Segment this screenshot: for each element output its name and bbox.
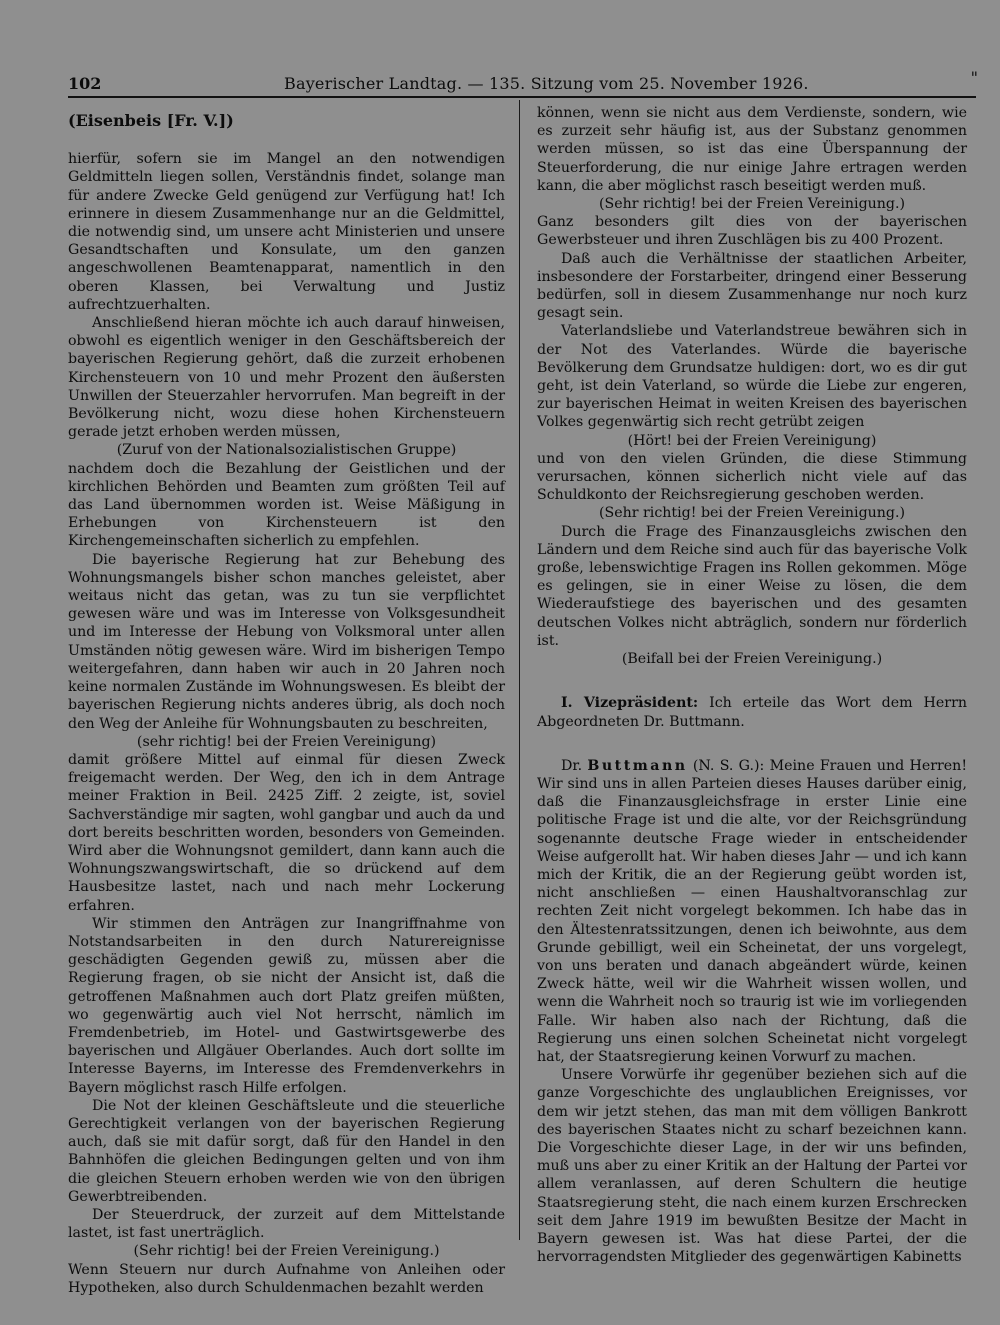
- vice-president-label: I. Vizepräsident:: [561, 695, 699, 712]
- paragraph: nachdem doch die Bezahlung der Geistlichen und der kirchlichen Behörden und Beamten zum größten Teil auf das Land übernommen worden ist. Weise Mäßigung in Erhebungen von Kirchensteuern ist den Kirchengemeinschaften sicherlich zu empfehlen.: [68, 460, 505, 550]
- corner-mark: ": [970, 68, 978, 87]
- paragraph: Die bayerische Regierung hat zur Behebung des Wohnungsmangels bisher schon manches geleistet, aber weitaus nicht das getan, was zu tun sie verpflichtet gewesen wäre und was im Interesse von Volksgesundheit und im Interesse der Hebung von Volksmoral unter allen Umständen nötig gewesen wäre. Wird im bisherigen Tempo weitergefahren, dann haben wir auch in 20 Jahren noch keine normalen Zustände im Wohnungswesen. Es bleibt der bayerischen Regierung nichts anderes übrig, als doch noch den Weg der Anleihe für Wohnungsbauten zu beschreiten,: [68, 551, 505, 732]
- paragraph: Durch die Frage des Finanzausgleichs zwischen den Ländern und dem Reiche sind auch für das bayerische Volk große, lebenswichtige Fragen ins Rollen gekommen. Möge es gelingen, sie in einer Weise zu lösen, die dem Wiederaufstiege des bayerischen und des gesamten deutschen Volkes nicht abträglich, sondern nur förderlich ist.: [537, 523, 967, 649]
- paragraph: Meine Frauen und Herren! Wir sind uns in allen Parteien dieses Hauses darüber einig, daß die Finanzausgleichsfrage in erster Linie eine politische Frage ist und die alte, vor der Reichsgründung sogenannte deutsche Frage wieder in entscheidender Weise aufgerollt hat. Wir haben dieses Jahr — und ich kann mich der Kritik, die an der Regierung geübt worden ist, nicht anschließen — einen Haushaltvoranschlag zur rechten Zeit nicht vorgelegt bekommen. Ich habe das in den Ältestenratssitzungen, denen ich beiwohnte, aus dem Grunde gebilligt, weil ein Scheinetat, der uns vorgelegt, von uns beraten und danach abgeändert würde, keinen Zweck hätte, weil wir die Wahrheit wissen wollen, und wenn die Wahrheit noch so traurig ist wie im vorliegenden Falle. Wir haben also nach der Richtung, daß die Regierung uns einen solchen Scheinetat nicht vorgelegt hat, der Staatsregierung keinen Vorwurf zu machen.: [537, 757, 968, 1065]
- speech-opening: [537, 757, 967, 1066]
- paragraph: Wir stimmen den Anträgen zur Inangriffnahme von Notstandsarbeiten in den durch Naturereignisse geschädigten Gegenden gewiß zu, müssen aber die Regierung fragen, ob sie nicht der Ansicht ist, daß die getroffenen Maßnahmen auch dort Platz greifen müßten, wo gegenwärtig auch viel Not herrscht, nämlich im Fremdenbetrieb, im Hotel- und Gastwirtsgewerbe des bayerischen und Allgäuer Oberlandes. Auch dort sollte im Interesse Bayerns, im Interesse des Fremdenverkehrs in Bayern möglichst rasch Hilfe erfolgen.: [68, 915, 505, 1096]
- interjection: (Zuruf von der Nationalsozialistischen Gruppe): [116, 442, 457, 459]
- paragraph: Anschließend hieran möchte ich auch darauf hinweisen, obwohl es eigentlich weniger in den Geschäftsbereich der bayerischen Regierung gehört, daß die zurzeit erhobenen Kirchensteuern von 10 und mehr Prozent den äußersten Unwillen der Steuerzahler hervorrufen. Man begreift in der Bevölkerung nicht, wozu diese hohen Kirchensteuern gerade jetzt erhoben werden müssen,: [68, 315, 505, 441]
- paragraph: Daß auch die Verhältnisse der staatlichen Arbeiter, insbesondere der Forstarbeiter, dringend einer Besserung bedürfen, soll in diesem Zusammenhange nur noch kurz gesagt sein.: [537, 250, 967, 322]
- paragraph: Ganz besonders gilt dies von der bayerischen Gewerbsteuer und ihren Zuschlägen bis zu 400 Prozent.: [537, 214, 967, 249]
- paragraph: Unsere Vorwürfe ihr gegenüber beziehen sich auf die ganze Vorgeschichte des unglaublichen Ereignisses, vor dem wir jetzt stehen, das man mit dem völligen Bankrott des bayerischen Staates nicht zu scharf bezeichnen kann. Die Vorgeschichte dieser Lage, in der wir uns befinden, muß uns aber zu einer Kritik an der Haltung der Partei vor allem veranlassen, auf deren Schultern die heutige Staatsregierung steht, die nach einem kurzen Erschrecken seit dem Jahre 1919 im bewußten Besitze der Macht in Bayern gewesen ist. Was hat diese Partei, der die hervorragendsten Mitglieder des gegenwärtigen Kabinetts: [537, 1067, 967, 1266]
- interjection: (Sehr richtig! bei der Freien Vereinigung.): [133, 1243, 440, 1260]
- paragraph: Wenn Steuern nur durch Aufnahme von Anleihen oder Hypotheken, also durch Schuldenmachen bezahlt werden: [68, 1261, 505, 1296]
- paragraph: Die Not der kleinen Geschäftsleute und die steuerliche Gerechtigkeit verlangen von der bayerischen Regierung auch, daß sie mit dafür sorgt, daß für den Handel in den Bahnhöfen die gleichen Bedingungen gelten und von ihm die gleichen Steuern erhoben werden wie von den übrigen Gewerbtreibenden.: [68, 1097, 505, 1205]
- interjection: (Sehr richtig! bei der Freien Vereinigung.): [598, 196, 906, 213]
- interjection: (Sehr richtig! bei der Freien Vereinigung.): [598, 505, 906, 522]
- speaker-title: Dr.: [561, 757, 583, 774]
- paragraph: Vaterlandsliebe und Vaterlandstreue bewähren sich in der Not des Vaterlandes. Würde die bayerische Bevölkerung dem Grundsatze huldigen: dort, wo es dir gut geht, ist dein Vaterland, so würde die Liebe zur engeren, zur bayerischen Heimat in weiten Kreisen des bayerischen Volkes gegenwärtig sich recht getrübt zeigen: [537, 323, 967, 431]
- page-header: [68, 68, 978, 96]
- interjection: (Beifall bei der Freien Vereinigung.): [621, 651, 883, 668]
- header-rule: [68, 96, 976, 98]
- vice-president-text: Ich erteile das Wort dem Herrn Abgeordneten Dr. Buttmann.: [537, 695, 967, 730]
- paragraph: hierfür, sofern sie im Mangel an den notwendigen Geldmitteln liegen sollen, Verständnis findet, solange man für andere Zwecke Geld genügend zur Verfügung hat! Ich erinnere in diesem Zusammenhange nur an die Geldmittel, die notwendig sind, um unsere acht Ministerien und unsere Gesandtschaften und Konsulate, um den ganzen angeschwollenen Beamtenapparat, namentlich in den oberen Klassen, bei Verwaltung und Justiz aufrechtzuerhalten.: [68, 151, 505, 313]
- page-number: 102: [68, 74, 102, 93]
- vice-president-remark: [537, 694, 967, 730]
- interjection: (sehr richtig! bei der Freien Vereinigung): [136, 733, 437, 750]
- paragraph: Der Steuerdruck, der zurzeit auf dem Mittelstande lastet, ist fast unerträglich.: [68, 1206, 505, 1242]
- left-column: [68, 112, 505, 1297]
- paragraph: und von den vielen Gründen, die diese Stimmung verursachen, können sicherlich nicht viele auf das Schuldkonto der Reichsregierung geschoben werden.: [537, 450, 967, 504]
- speaker-name: Buttmann: [587, 757, 688, 774]
- speaker-party: (N. S. G.):: [692, 757, 765, 774]
- paragraph: können, wenn sie nicht aus dem Verdienste, sondern, wie es zurzeit sehr häufig ist, aus der Substanz genommen werden müssen, so ist das eine Überspannung der Steuerforderung, die nur einige Jahre ertragen werden kann, die aber möglichst rasch beseitigt werden muß.: [537, 105, 967, 194]
- interjection: (Hört! bei der Freien Vereinigung): [627, 432, 877, 449]
- right-column: [537, 104, 967, 1266]
- speaker-label: (Eisenbeis [Fr. V.]): [68, 111, 234, 130]
- running-title: Bayerischer Landtag. — 135. Sitzung vom 25. November 1926.: [284, 74, 809, 93]
- column-divider: [519, 100, 520, 1240]
- paragraph: damit größere Mittel auf einmal für diesen Zweck freigemacht werden. Der Weg, den ich in dem Antrage meiner Fraktion in Beil. 2425 Ziff. 2 zeigte, ist, soviel Sachverständige mir sagten, wohl gangbar und auch da und dort bereits beschritten worden, besonders von Gemeinden. Wird aber die Wohnungsnot gemildert, dann kann auch die Wohnungszwangswirtschaft, die so drückend auf dem Hausbesitze lastet, nach und nach mehr Lockerung erfahren.: [68, 751, 505, 914]
